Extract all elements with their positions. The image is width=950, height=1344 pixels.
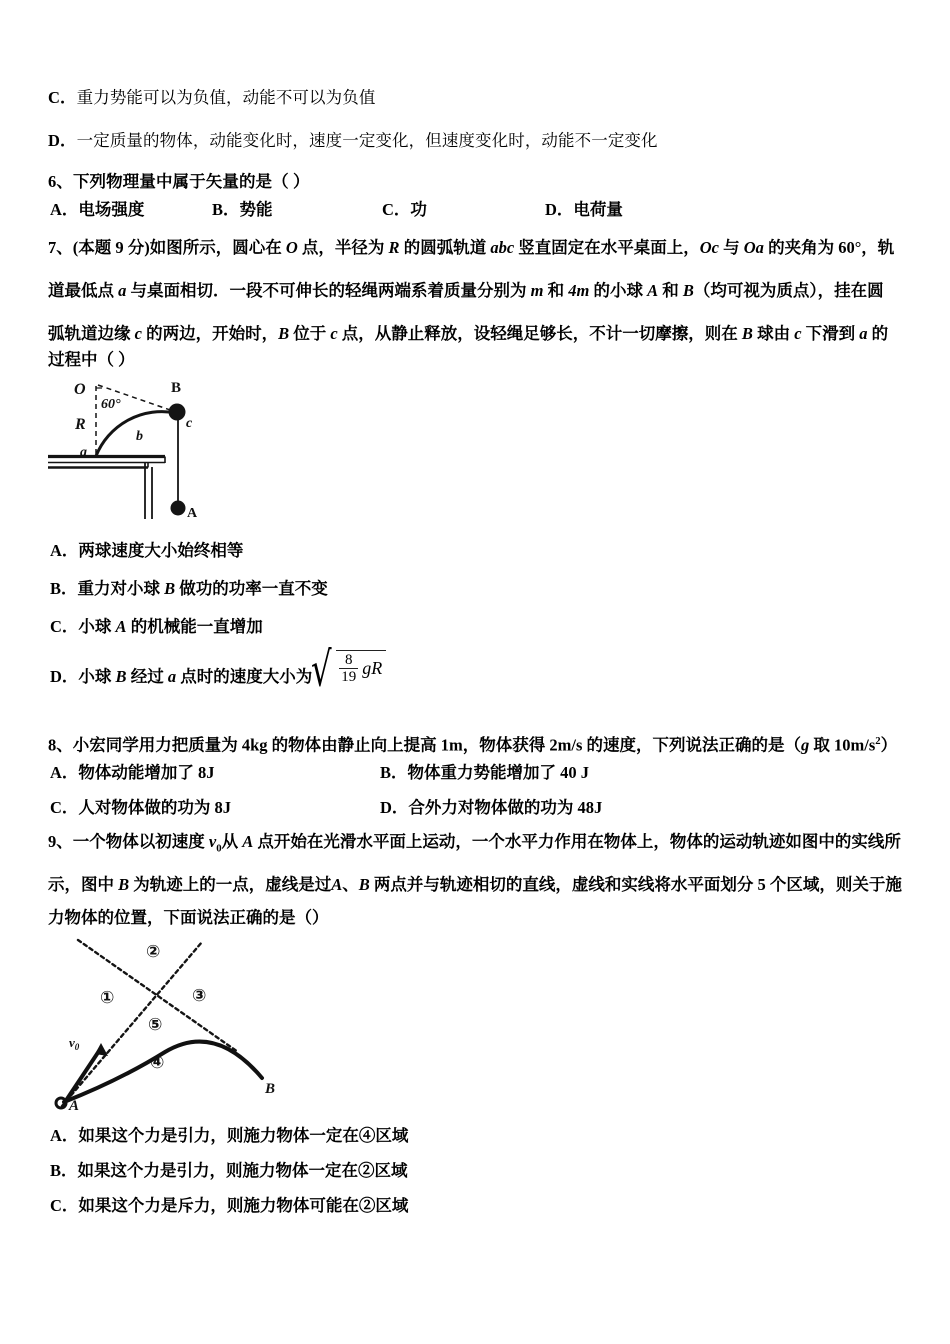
q7-t9: 和 — [543, 281, 569, 300]
fraction-denominator: 19 — [341, 669, 357, 686]
q7-var-A: A — [647, 281, 659, 300]
q7-option-d-var2: a — [167, 667, 177, 686]
q9-option-a-label: A． — [50, 1126, 79, 1145]
trajectory-regions-figure — [40, 930, 330, 1110]
q7-option-b — [50, 579, 328, 599]
q7-var-c3: c — [794, 324, 802, 343]
q8-var-g: g — [801, 735, 810, 755]
q7-t2: 点，半径为 — [297, 238, 389, 257]
q7-option-a-label: A． — [50, 541, 79, 560]
q7-number: 7、 — [48, 238, 73, 257]
q7-stem-line-4: 过程中（ ） — [48, 350, 135, 369]
q6-option-d-label: D． — [545, 200, 574, 219]
q7-option-c-label: C． — [50, 617, 79, 636]
q8-option-d — [380, 798, 602, 818]
q7-var-a: a — [118, 281, 127, 300]
q8-option-a — [50, 763, 215, 783]
q7-t1: 如图所示，圆心在 — [149, 238, 286, 257]
q6-option-a-label: A． — [50, 200, 79, 219]
q9-option-b — [50, 1161, 408, 1181]
q7-var-R: R — [388, 238, 400, 257]
q7-t11: 和 — [658, 281, 683, 300]
q7-points: (本题 9 分) — [72, 238, 150, 257]
q9-stem-line-2 — [48, 875, 902, 895]
q5-option-c-text: 重力势能可以为负值，动能不可以为负值 — [76, 88, 376, 107]
q7-t8: 与桌面相切．一段不可伸长的轻绳两端系着质量分别为 — [126, 281, 531, 300]
q7-var-a3: a — [859, 324, 868, 343]
fraction-numerator: 8 — [344, 652, 353, 668]
label-c: c — [186, 416, 193, 431]
q7-option-c-pre: 小球 — [78, 617, 116, 636]
square-root-expression — [311, 641, 386, 697]
q7-t16: 点，从静止释放，设轻绳足够长，不计一切摩擦，则在 — [337, 324, 742, 343]
q5-option-d — [48, 131, 658, 151]
q5-option-d-label: D． — [48, 131, 77, 150]
q6-option-b-label: B． — [212, 200, 240, 219]
arc-track-svg — [48, 372, 298, 532]
q7-option-b-post: 做功的功率一直不变 — [175, 579, 328, 598]
q8-option-b — [380, 763, 589, 783]
q7-option-c-var: A — [115, 617, 127, 636]
q9-stem-line-3: 力物体的位置，下面说法正确的是（） — [48, 908, 329, 927]
q6-option-c-label: C． — [382, 200, 411, 219]
q9-option-b-text: 如果这个力是引力，则施力物体一定在②区域 — [77, 1161, 408, 1180]
q9-option-a-text: 如果这个力是引力，则施力物体一定在④区域 — [78, 1126, 409, 1145]
label-B: B — [171, 380, 182, 396]
q9-t5: 为轨迹上的一点，虚线是过 — [129, 875, 332, 894]
label-angle-60: 60° — [101, 397, 121, 412]
ball-B — [169, 404, 186, 421]
q9-var-B2: B — [358, 875, 370, 894]
q7-option-c — [50, 617, 263, 637]
label-b: b — [136, 429, 143, 444]
arc-track-figure — [48, 372, 298, 532]
q7-option-d-label: D． — [50, 667, 79, 686]
q5-option-c — [48, 88, 375, 108]
q9-var-v0: v — [208, 832, 217, 851]
q7-t14: 的两边，开始时， — [141, 324, 279, 343]
q7-var-abc: abc — [490, 238, 515, 257]
q8-option-a-text: 物体动能增加了 8J — [78, 763, 215, 782]
fraction-8-over-19 — [339, 652, 358, 685]
q7-option-d-pre: 小球 — [78, 667, 116, 686]
q7-option-d-mid: 经过 — [126, 667, 168, 686]
region-label-5: ⑤ — [148, 1015, 163, 1035]
q9-t2: 从 — [221, 832, 243, 851]
q6-option-c — [382, 200, 427, 220]
q7-var-m: m — [530, 281, 544, 300]
q7-t15: 位于 — [289, 324, 331, 343]
q7-var-Oa: Oa — [743, 238, 764, 257]
q7-option-b-label: B． — [50, 579, 78, 598]
q9-var-A2: A — [331, 875, 343, 894]
radicand — [336, 650, 386, 685]
q7-option-d-var: B — [115, 667, 127, 686]
q9-var-v0-sub: 0 — [216, 842, 222, 855]
label-A: A — [69, 1098, 80, 1110]
q6-option-c-text: 功 — [410, 200, 427, 219]
q7-stem-line-3 — [48, 324, 888, 344]
q7-t13: 弧轨道边缘 — [48, 324, 135, 343]
label-B: B — [265, 1081, 276, 1097]
label-A: A — [187, 506, 198, 521]
q7-t19: 的 — [867, 324, 889, 343]
q9-option-c-label: C． — [50, 1196, 79, 1215]
q9-option-c-text: 如果这个力是斥力，则施力物体可能在②区域 — [78, 1196, 409, 1215]
q8-option-c-label: C． — [50, 798, 79, 817]
q9-option-b-label: B． — [50, 1161, 78, 1180]
q8-stem — [48, 731, 897, 756]
q8-stem-text-a: 8、小宏同学用力把质量为 4kg 的物体由静止向上提高 1m，物体获得 2m/s 的速度，下列说法正确的是（ — [48, 735, 802, 755]
region-label-3: ③ — [192, 986, 207, 1006]
q6-option-a — [50, 200, 144, 220]
q7-option-a — [50, 541, 243, 561]
radical-sign: √ — [311, 641, 332, 697]
q6-option-b-text: 势能 — [239, 200, 273, 219]
region-label-1: ① — [100, 988, 115, 1008]
formula-gR-term: gR — [362, 658, 383, 679]
q8-option-b-text: 物体重力势能增加了 40 J — [407, 763, 590, 782]
q7-option-a-text: 两球速度大小始终相等 — [78, 541, 244, 560]
q9-t6: 、 — [342, 875, 359, 894]
q7-var-4m: 4m — [568, 281, 590, 300]
q7-stem-line-1 — [48, 238, 894, 258]
q8-stem-superscript: 2 — [875, 735, 881, 747]
q7-option-d — [50, 667, 312, 687]
q9-option-a — [50, 1126, 408, 1146]
q6-stem: 6、下列物理量中属于矢量的是（ ） — [48, 172, 310, 191]
q8-option-d-label: D． — [380, 798, 409, 817]
q7-var-B2: B — [278, 324, 290, 343]
q8-option-a-label: A． — [50, 763, 79, 782]
q7-t12: （均可视为质点），挂在圆 — [693, 281, 884, 300]
label-O: O — [74, 381, 86, 398]
q7-t7: 道最低点 — [48, 281, 119, 300]
q7-var-Oc: Oc — [699, 238, 720, 257]
q7-t4: 竖直固定在水平桌面上， — [514, 238, 700, 257]
q9-option-c — [50, 1196, 408, 1216]
q5-option-d-text: 一定质量的物体，动能变化时，速度一定变化，但速度变化时，动能不一定变化 — [76, 131, 658, 150]
q7-var-O: O — [285, 238, 298, 257]
q9-t7: 两点并与轨迹相切的直线，虚线和实线将水平面划分 5 个区域，则关于施 — [369, 875, 902, 894]
q7-option-b-pre: 重力对小球 — [77, 579, 165, 598]
q9-stem-line-1 — [48, 832, 901, 858]
trajectory-regions-svg — [40, 930, 330, 1110]
q8-option-c-text: 人对物体做的功为 8J — [78, 798, 232, 817]
q8-option-b-label: B． — [380, 763, 408, 782]
q8-option-c — [50, 798, 231, 818]
q7-var-c: c — [134, 324, 142, 343]
q7-t18: 下滑到 — [801, 324, 860, 343]
q9-t1: 9、一个物体以初速度 — [48, 832, 209, 851]
label-v0: $v_0$ — [69, 1035, 80, 1052]
q7-t6: 的夹角为 60°，轨 — [763, 238, 895, 257]
q6-option-d-text: 电荷量 — [573, 200, 623, 219]
ball-A — [171, 501, 186, 516]
q9-t3: 点开始在光滑水平面上运动，一个水平力作用在物体上，物体的运动轨迹如图中的实线所 — [253, 832, 901, 851]
q9-var-A: A — [242, 832, 254, 851]
q7-var-B: B — [682, 281, 694, 300]
tangent-dashed-at-A — [62, 942, 202, 1106]
q7-option-d-formula — [311, 641, 386, 697]
q8-stem-text-c: ） — [880, 735, 898, 755]
q7-t5: 与 — [719, 238, 744, 257]
q9-t4: 示，图中 — [48, 875, 119, 894]
q7-t3: 的圆弧轨道 — [399, 238, 491, 257]
q7-var-B3: B — [741, 324, 753, 343]
q6-option-b — [212, 200, 273, 220]
q6-option-d — [545, 200, 623, 220]
q7-var-c2: c — [330, 324, 338, 343]
label-R: R — [75, 416, 86, 433]
label-a: a — [80, 445, 87, 460]
q5-option-c-label: C． — [48, 88, 77, 107]
q7-option-d-post: 点时的速度大小为 — [176, 667, 313, 686]
q7-option-c-post: 的机械能一直增加 — [126, 617, 263, 636]
region-label-2: ② — [146, 942, 161, 962]
region-label-4: ④ — [150, 1053, 165, 1073]
q9-var-B: B — [118, 875, 130, 894]
q7-t17: 球由 — [752, 324, 795, 343]
q8-option-d-text: 合外力对物体做的功为 48J — [408, 798, 603, 817]
v0-arrow-head — [95, 1043, 108, 1056]
q8-stem-text-b: 取 10m/s — [809, 735, 876, 755]
point-A-marker — [56, 1098, 66, 1108]
q7-t10: 的小球 — [589, 281, 648, 300]
q7-option-b-var: B — [164, 579, 176, 598]
q6-option-a-text: 电场强度 — [78, 200, 145, 219]
q7-stem-line-2 — [48, 281, 884, 301]
